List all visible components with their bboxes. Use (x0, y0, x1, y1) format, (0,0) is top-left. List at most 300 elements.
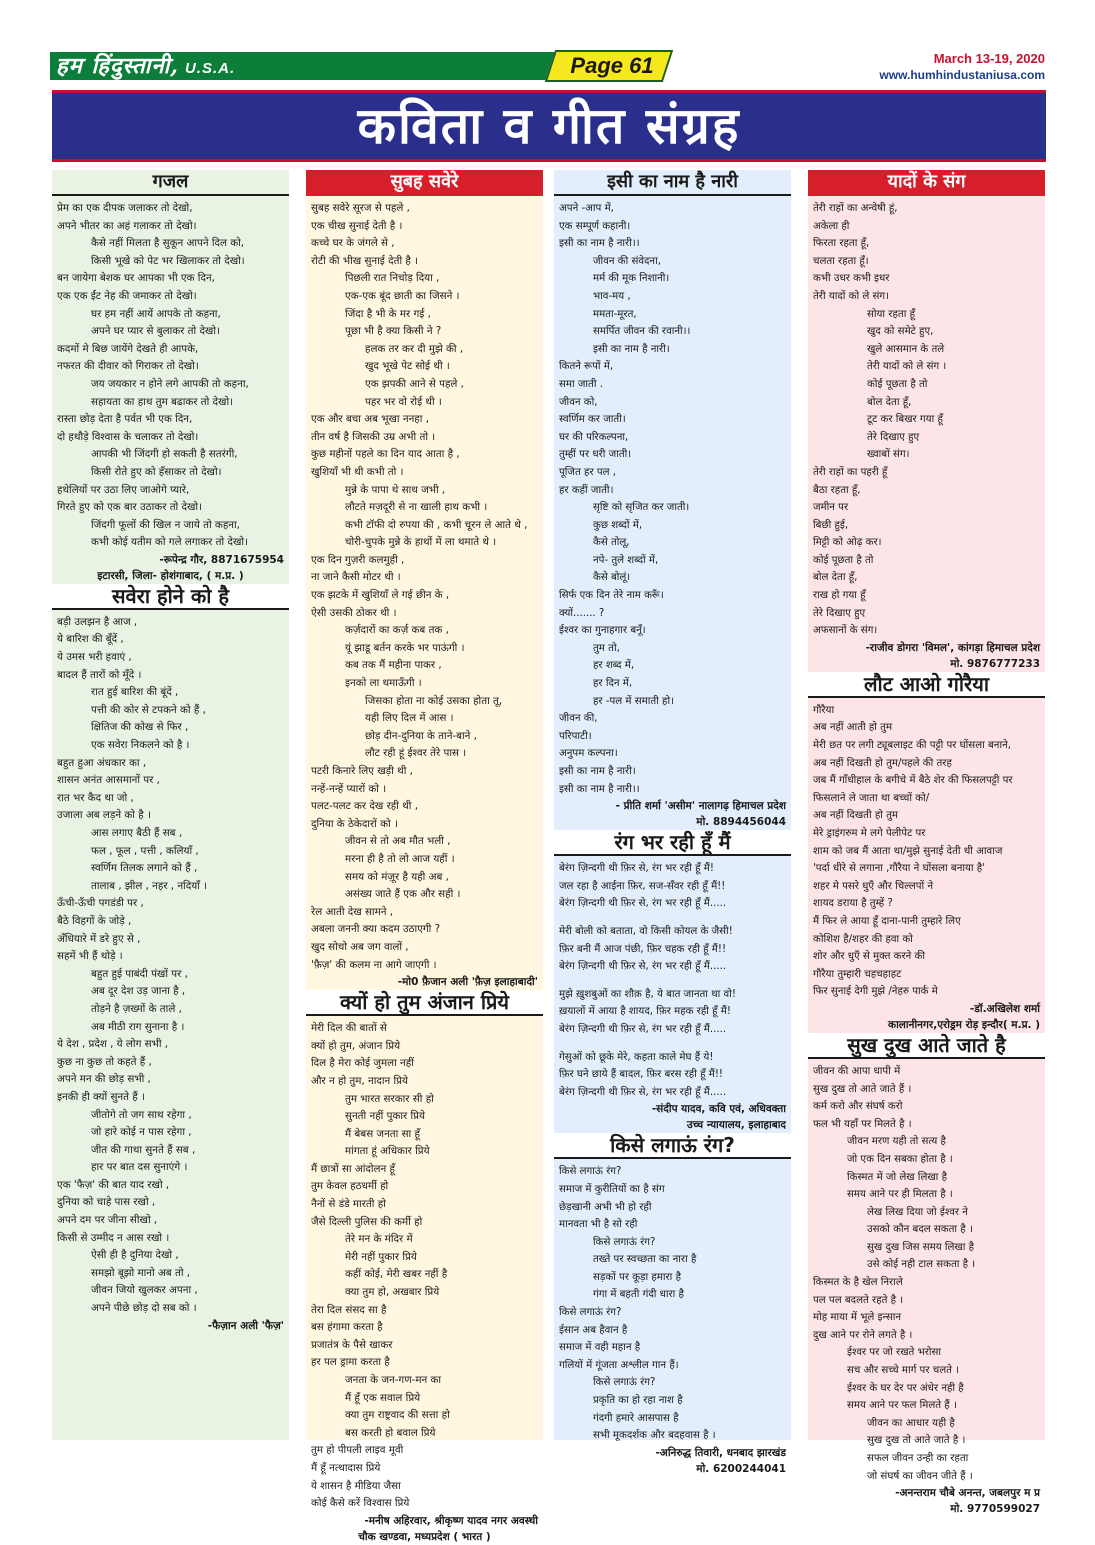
poem-line: जीवन का आधार यही है (867, 1417, 955, 1429)
poem-line: बोल देता हूँ, (813, 572, 858, 584)
poem-line: सुख दुख जिस समय लिखा है (867, 1241, 975, 1253)
poem-line: समाज में वही महान है (559, 1342, 641, 1354)
poem-line: दिल है मेरा कोई जुमला नहीं (311, 1057, 414, 1070)
poem-line: अब नहीं दिखती हो तुम (813, 810, 899, 822)
poem-line: समय आने पर ही मिलता है । (847, 1189, 953, 1201)
poem-phone: मो. 8894456044 (696, 816, 786, 829)
poem-line: आस लगाए बैठी हैं सब , (91, 827, 183, 839)
poem-line: और न हो तुम, नादान प्रिये (311, 1074, 408, 1087)
poem-author: -मनीष अहिरवार, श्रीकृष्ण यादव नगर अवस्थी (364, 1514, 538, 1527)
poem-line: गौरैया (813, 704, 835, 716)
poem-line: शायद डराया है तुम्हें ? (813, 898, 893, 910)
poem-line: समा जाती . (559, 378, 603, 390)
poem-line: जीवन से तो अब मौत भली , (345, 835, 451, 848)
poem-body (554, 200, 791, 798)
poem-line: नन्हें-नन्हें प्यारों को । (311, 782, 387, 795)
poem-title: किसे लगाऊं रंग? (554, 1133, 791, 1159)
poem-line: रेल आती देख सामने , (311, 905, 394, 918)
poem-line: लौटते मज़दूरी से ना खाली हाथ कभी । (345, 501, 488, 514)
column-1 (52, 170, 289, 1440)
poem-line: दुनिया के ठेकेदारों को । (311, 817, 398, 830)
column-4 (808, 170, 1045, 1516)
poem-line: तुम्हीं पर धरी जाती। (559, 449, 632, 461)
poem-line: पत्ती की कोर से टपकने को हैं , (91, 703, 206, 716)
poem-line: ईश्वर पर जो रखते भरोसा (847, 1347, 942, 1359)
poem-line: जो संघर्ष का जीवन जीते हैं । (867, 1470, 973, 1482)
poem-line: एक दिन गुज़री कलमुही , (311, 553, 405, 566)
poem-line: फिसलाने ले जाता था बच्चों को/ (813, 792, 930, 804)
poem-line: सहायता का हाथ तुम बढाकर तो देखो। (91, 395, 234, 408)
poem-line: उसे कोई नही टाल सकता है । (867, 1259, 976, 1271)
poem-author: -अनिरुद्ध तिवारी, धनबाद झारखंड (655, 1446, 786, 1459)
poem-line: गौरैया तुम्हारी चहचहाहट (813, 968, 902, 980)
poem-author: -संदीप यादव, कवि एवं, अधिवक्ता (651, 1103, 786, 1116)
poem-author: -अनन्तराम चौबे अनन्त, जबलपुर म प्र (895, 1487, 1040, 1500)
poem-author: -रूपेन्द्र गौर, 8871675954 (159, 553, 284, 566)
poem-line: नपे- तुले शब्दों में, (593, 554, 659, 566)
poem-line: पटरी किनारे लिए खड़ी थी , (311, 765, 413, 777)
masthead (50, 46, 1045, 86)
poem-line: फ़िर बनी मैं आज पंछी, फ़िर चहक रही हूँ मैं!! (559, 943, 727, 955)
poem-line: समाज में कुरीतियों का है संग (559, 1183, 665, 1195)
poem-line: जीवन मरण यही तो सत्य है (847, 1136, 946, 1148)
poem-line: मेरी दिल की बातों से (311, 1022, 387, 1035)
poem-line (559, 1039, 786, 1049)
poem-line: 'पर्दा धीरे से लगाना ,गौरैया ने घोंसला बनाया है' (813, 863, 986, 875)
poem-line: मानवता भी है सो रही (559, 1219, 638, 1231)
poem-line: इसी का नाम है नारी।। (559, 238, 640, 250)
poem-line: अबला जननी क्या कदम उठाएगी ? (311, 923, 441, 936)
poem-line: बिछी हुई, (813, 519, 849, 531)
poem-body (52, 614, 289, 1318)
poem-line: कोई पूछता है तो (813, 554, 874, 566)
poem-line: शाम को जब मैं आता था/मुझे सुनाई देती थी आवाज (813, 845, 1003, 857)
poem-line: क्या तुम हो, अखबार प्रिये (345, 1286, 440, 1299)
poem-line: अँधियारे में डरे हुए से , (57, 932, 141, 945)
page-number: Page 61 (570, 53, 654, 78)
poem-line: कुछ शब्दों में, (593, 519, 643, 531)
poem-line: अपने घर प्यार से बुलाकर तो देखो। (91, 325, 220, 338)
poem-line: किसे लगाऊं रंग? (593, 1236, 656, 1248)
issue-date: March 13-19, 2020 (933, 51, 1045, 66)
poem-line: गंदगी हमारे आसपास है (593, 1412, 679, 1424)
poem-line: बड़ी उलझन है आज , (57, 615, 138, 628)
poem-line: जमीन पर (813, 502, 849, 514)
poem-body (306, 1020, 543, 1513)
poem-place: चौक खण्डवा, मध्यप्रदेश ( भारत ) (358, 1530, 491, 1543)
poem-line: लौट रही हूं ईश्वर तेरे पास । (365, 747, 467, 760)
poem-line: बैठे विहगों के जोड़े , (57, 914, 132, 927)
poem-line: मोह माया में भूले इन्सान (813, 1312, 901, 1324)
poem-line: किस्मत में जो लेख लिखा है (847, 1171, 947, 1183)
poem-line: ये शासन है मीडिया जैसा (311, 1479, 401, 1492)
poem-line: मर्म की मूक निशानी। (593, 273, 670, 285)
poem-line: ईश्वर के घर देर पर अंधेर नही है (847, 1382, 964, 1394)
poem-line: एक-एक बूंद छाती का जिसने । (345, 289, 460, 302)
poem-line: ये बारिश की बूँदें , (57, 633, 124, 646)
poem-line: फल , फूल , पत्ती , कलियाँ , (91, 844, 199, 857)
poem-line: कुछ ना कुछ तो कहते हैं , (57, 1055, 152, 1068)
poem-line: हार पर बात दस सुनाएंगे । (91, 1161, 188, 1174)
poem-line (559, 976, 786, 986)
poem-body (554, 860, 791, 1101)
poem-line: किसे लगाऊं रंग? (559, 1166, 622, 1178)
poem-author: -डॉ.अखिलेश शर्मा (969, 1002, 1040, 1015)
poem-line: ख्वाबों संग। (867, 449, 910, 461)
poem-line: तेरा दिल संसद सा है (311, 1303, 387, 1316)
column-2 (306, 170, 543, 1543)
poem-title: क्यों हो तुम अंजान प्रिये (306, 990, 543, 1016)
poem-line: रात भर कैद था जो , (57, 791, 134, 804)
poem-line: बादल हैं तारों को मूँदे । (57, 668, 142, 681)
poem-line: कदमों मे बिछ जायेंगे देखते ही आपके, (57, 342, 199, 355)
poem-line: कभी कोई यतीम को गले लगाकर तो देखो। (91, 536, 248, 549)
poem-line: जीवन की संवेदना, (593, 255, 661, 267)
poem-line: कर्ज़दारों का कर्ज़ कब तक , (345, 624, 449, 637)
poem-line: तेरी यादों को ले संग । (867, 361, 947, 373)
poem-title: गजल (52, 170, 289, 196)
poem-line: हर शब्द में, (593, 660, 635, 672)
poem-line: क्षितिज की कोख से फिर , (91, 721, 189, 734)
poem-line: किसे लगाऊं रंग? (559, 1307, 622, 1319)
poem-line: सुख दुख तो आते जाते हैं । (813, 1083, 912, 1095)
poem-line: सिर्फ एक दिन तेरे नाम करूँ। (559, 590, 664, 602)
poem-line: फिरता रहता हूँ, (813, 238, 870, 250)
poem-line: यही लिए दिल में आस । (365, 712, 454, 725)
poem-line: एक झटके में खुशियाँ ले गई छीन के , (311, 589, 450, 602)
poem-line: तीन वर्ष है जिसकी उम्र अभी तो । (311, 430, 436, 443)
poem-line: रोटी की भीख सुनाई देती है । (311, 254, 419, 267)
poem-line: उसको कौन बदल सकता है । (867, 1224, 973, 1236)
poem-line: मेरे ड्राइंगरुम मे लगे पेलीपेट पर (813, 828, 926, 839)
poem-title: सुबह सवेरे (306, 170, 543, 196)
poem-line: कर्म करो और संघर्ष करो (813, 1101, 903, 1113)
poem-line: अब नहीं आती हो तुम (813, 722, 893, 734)
poem-line: तेरी राहों का अन्वेषी हूं, (813, 203, 898, 214)
poem-line: मुन्ने के पापा थे साथ जभी , (345, 483, 446, 496)
poem-line: ईसान अब हैवान है (559, 1324, 628, 1336)
poem-line: कितने रूपों में, (559, 361, 614, 373)
poem-line: ख़यालों में आया है शायद, फ़िर महक रही हूँ मैं! (559, 1006, 731, 1018)
poem-line: बेरंग ज़िन्दगी थी फ़िर से, रंग भर रही हूँ मैं..... (559, 898, 727, 910)
poem-line: 'फ़ैज़' की कलम ना आगे जाएगी । (311, 958, 437, 971)
poem-line: टूट कर बिखर गया हूँ (867, 414, 943, 426)
poem-line: रात हुई बारिश की बूंदें , (91, 686, 179, 699)
poem-line: पहर भर वो रोई थी । (365, 395, 442, 408)
poem-line: दुनिया को चाहे पास रखो , (57, 1196, 156, 1209)
poem-line: अनुपम कल्पना। (559, 748, 618, 760)
poem-author: -फैज़ान अली 'फैज़' (207, 1319, 284, 1332)
poem-line: पलट-पलट कर देख रही थी , (311, 800, 418, 813)
poem-line: ऊँची-ऊँची पगडंडी पर , (57, 897, 144, 910)
poem-line: पूजित हर पल , (559, 466, 617, 478)
poem-line: चोरी-चुपके मुन्ने के हाथों में ला थमाते थे । (345, 536, 497, 549)
poem-line: जीवन की आपा धापी में (813, 1065, 901, 1077)
poem-line: कहीं कोई, मेरी खबर नहीं है (345, 1268, 448, 1281)
poem-line: नैनों से डंडे मारती हो (311, 1198, 386, 1211)
poem-line: ना जाने कैसी मोटर थी । (311, 571, 401, 584)
poem-line: अपने भीतर का अहं गलाकर तो देखो। (57, 219, 197, 232)
poem-line: सफल जीवन उन्ही का रहता (867, 1453, 969, 1464)
poem-line: तालाब , झील , नहर , नदियाँ । (91, 879, 208, 892)
poem-line: आपकी भी जिंदगी हो सकती है सतरंगी, (91, 448, 238, 461)
poem-body (52, 200, 289, 552)
poem-line: जो हारे कोई न पास रहेगा , (91, 1126, 192, 1139)
poem-line: दो हथौड़े विश्वास के चलाकर तो देखो। (57, 430, 199, 443)
poem-line: समर्पित जीवन की रवानी।। (593, 326, 691, 338)
poem-line: ये देश , प्रदेश , ये लोग सभी , (57, 1038, 169, 1051)
poem-line: सृष्टि को सृजित कर जाती। (593, 502, 690, 514)
poem-line: घर की परिकल्पना, (559, 431, 629, 443)
poem-line: तेरी राहों का पहरी हूँ (813, 466, 888, 478)
brand-title: हम हिंदुस्तानी, (56, 53, 179, 79)
poem-line: एक चीख सुनाई देती है । (311, 219, 403, 232)
poem-line: उजाला अब लड़ने को है । (57, 809, 151, 822)
poem-line: दुख आने पर रोने लगते है । (813, 1329, 913, 1341)
poem-line: सहमें भी हैं थोड़े । (57, 950, 123, 963)
poem-line: सभी मूकदर्शक और बदहवास है । (593, 1430, 716, 1442)
poem-line: जिंदा है भी के मर गई , (345, 307, 431, 320)
poem-line: बहुत हुआ अंधकार का , (57, 756, 147, 769)
poem-line: प्रेम का एक दीपक जलाकर तो देखो, (57, 202, 193, 214)
column-3 (554, 170, 791, 1475)
poem-line: घर हम नहीं आयें आपके तो कहना, (91, 307, 221, 320)
poem-line: ममता-मूरत, (593, 308, 637, 320)
poem-line: अब दूर देश उड़ जाना है , (91, 985, 186, 998)
poem-line: ईश्वर का गुनाहगार बनूँ। (559, 625, 646, 637)
poem-line: परिपाटी। (559, 730, 592, 742)
poem-line: अफसानों के संग। (813, 625, 878, 637)
poem-author: -मो0 फ़ैजान अली 'फ़ैज़ इलाहाबादी' (397, 976, 538, 989)
poem-place: उच्च न्यायालय, इलाहाबाद (686, 1119, 786, 1132)
poem-line: छोड़ दीन-दुनिया के ताने-बाने , (365, 729, 477, 742)
poem-line: चलता रहता हूँ। (813, 255, 869, 267)
poem-line: मैं छात्रों सा आंदोलन हूँ (311, 1162, 395, 1175)
poem-line: समय को मंज़ूर है यही अब , (345, 870, 449, 883)
poem-body (808, 200, 1045, 640)
poem-line: एक एक ईंट नेह की जमाकर तो देखो। (57, 289, 197, 302)
poem-line: कोशिश है/शहर की हवा को (813, 933, 913, 945)
poem-line: इनकी ही क्यों सुनते हैं । (57, 1090, 145, 1103)
poem-line: मांगता हूं अधिकार प्रिये (345, 1145, 430, 1158)
poem-line: लेख लिख दिया जो ईश्वर ने (867, 1206, 968, 1218)
poem-line: असंख्य जाते हैं एक और सही । (345, 888, 461, 901)
poem-line: सुबह सवेरे सूरज से पहले , (311, 202, 410, 214)
poem-line: अपने दम पर जीना सीखो , (57, 1214, 158, 1227)
poem-title: सुख दुख आते जाते है (808, 1033, 1045, 1059)
poem-line: रास्ता छोड़ देता है पर्वत भी एक दिन, (57, 413, 193, 426)
poem-line: मुझे ख़ुशबुओं का शौक़ है, ये बात जानता था वो! (559, 988, 736, 1000)
poem-line: किसी से उम्मीद न आस रखो । (57, 1231, 170, 1244)
poem-line: तेरे दिखाए हुए (813, 607, 866, 619)
poem-line: राख हो गया हूँ (813, 590, 866, 602)
poem-line: यूं झाडू बर्तन करके भर पाऊंगी । (345, 641, 465, 654)
poem-phone: मो. 6200244041 (696, 1462, 786, 1475)
poem-line: सुख दुख तो आते जाते है । (867, 1435, 966, 1447)
poem-place: इटारसी, जिला- होशंगाबाद, ( म.प्र. ) (97, 569, 244, 582)
poem-line: कच्चे घर के जंगले से , (311, 237, 395, 250)
poem-line: शासन अनंत आसमानों पर , (57, 774, 160, 787)
poem-line: एक झपकी आने से पहले , (365, 377, 464, 390)
poem-line: कभी टॉफी दो रुपया की , कभी चूरन ले आते थे , (345, 518, 528, 531)
poem-body (306, 200, 543, 974)
poem-line: जिंदगी फूलों की खिल न जाये तो कहना, (91, 518, 240, 531)
poem-line: सच और सच्चे मार्ग पर चलते । (847, 1365, 960, 1377)
poem-line: गंगा में बहती गंदी धारा है (593, 1289, 684, 1301)
poem-line: शहर मे पसरे धुएँ और चिल्लपों ने (813, 880, 934, 892)
poem-line: इसी का नाम है नारी।। (559, 783, 640, 795)
poem-title: इसी का नाम है नारी (554, 170, 791, 196)
poem-line: हर दिन में, (593, 678, 633, 690)
poem-line: एक सवेरा निकलने को है । (91, 739, 190, 752)
poem-line: तुम तो, (593, 642, 620, 654)
poem-line: हलक तर कर दी मुझे की , (365, 342, 464, 355)
poem-line: कैसे नहीं मिलता है सुकून आपने दिल को, (91, 237, 245, 250)
poem-line: फल भी यहाँ पर मिलते है । (813, 1118, 912, 1130)
poem-line: अब नहीं दिखती हो तुम/पहले की तरह (813, 757, 952, 769)
poem-line: ऐसी उसकी ठोकर थी । (311, 606, 397, 619)
poem-line: मिट्टी को ओढ़ कर। (813, 537, 882, 549)
poem-line: अब मीठी राग सुनाना है । (91, 1020, 185, 1033)
poem-line: बन जायेगा बेशक घर आपका भी एक दिन, (57, 272, 215, 285)
poem-line: जीत की गाथा सुनते हैं सब , (91, 1143, 196, 1156)
poem-line: हर कहीं जाती। (559, 484, 614, 496)
poem-line: ऐसी ही है दुनिया देखो , (91, 1249, 179, 1262)
poem-line: हर -पल में समाती हो। (593, 695, 674, 707)
poem-line: स्वर्णिम तिलक लगाने को हैं , (91, 862, 198, 875)
poem-line: तुम भारत सरकार सी हो (345, 1092, 434, 1105)
poem-line: किस्मत के है खेल निराले (813, 1277, 903, 1289)
poem-line: कभी उधर कभी इधर (813, 273, 890, 285)
poem-author: -राजीव डोगरा 'विमल', कांगड़ा हिमाचल प्रदेश (865, 641, 1040, 654)
poem-line: खुद भूखे पेट सोई थी । (365, 360, 450, 373)
poem-line: जय जयकार न होने लगे आपकी तो कहना, (91, 377, 249, 390)
poem-title: लौट आओ गोरैया (808, 672, 1045, 698)
poem-line: तेरे मन के मंदिर में (345, 1233, 413, 1246)
poem-line: जल रहा है आईना फ़िर, सज-सँवर रही हूँ मैं!! (559, 880, 726, 892)
poem-line: जनता के जन-गण-मन का (345, 1374, 442, 1386)
section-title-band (52, 90, 1046, 162)
poem-line: खुशियाँ भी थी कभी तो । (311, 465, 404, 478)
poem-line: बैठा रहता हूँ, (813, 484, 861, 496)
poem-line: मैं हूँ नत्थादास प्रिये (311, 1461, 381, 1474)
poem-line: बेरंग ज़िन्दगी थी फ़िर से, रंग भर रही हूँ मैं..... (559, 1023, 727, 1035)
poem-line: एक सम्पूर्ण कहानी। (559, 220, 631, 232)
poem-line: जीवन की, (559, 713, 598, 725)
poem-title: सवेरा होने को है (52, 584, 289, 610)
poem-line: बहुत हुई पाबंदी पंखों पर , (91, 967, 188, 980)
poem-line: जो एक दिन सबका होता है । (847, 1153, 953, 1165)
poem-line: तोड़ने है ज़ख्मों के ताले , (91, 1002, 182, 1015)
poem-line: खुद सोचो अब जग वालों , (311, 940, 409, 953)
poem-line: कुछ महीनों पहले का दिन याद आता है , (311, 448, 460, 461)
poem-line: शोर और धुएँ से मुक्त करने की (813, 951, 926, 963)
poem-line: गलियों में गूंजता अश्लील गान हैं। (559, 1359, 679, 1371)
poem-line: हथेलियों पर उठा लिए जाओगे प्यारे, (57, 483, 190, 496)
brand-suffix: U.S.A. (184, 60, 236, 77)
poem-line: एक और बचा अब भूखा ननहा , (311, 413, 429, 426)
poem-line: मैं बेबस जनता सा हूँ (345, 1127, 420, 1140)
poem-line: कोई पूछता है तो (867, 378, 928, 390)
poem-line: तुम हो पीपली लाइव मूवी (311, 1444, 404, 1457)
poem-line: किसी रोते हुए को हँसाकर तो देखो। (91, 465, 222, 478)
poem-line: मैं फिर ले आया हूँ दाना-पानी तुम्हारे लिए (813, 915, 961, 927)
poem-line: मेरी नहीं पुकार प्रिये (345, 1250, 417, 1263)
poem-line: एक 'फैज़' की बात याद रखो , (57, 1178, 170, 1191)
poem-line: मेरी बोली को बताता, वो किसी कोयल के जैसी! (559, 925, 733, 937)
poem-line: बोल देता हूँ, (867, 396, 912, 408)
poem-body (808, 702, 1045, 1001)
poem-line: क्या तुम राष्ट्रवाद की सत्ता हो (345, 1409, 450, 1422)
poem-line: कब तक मैं महीना पाकर , (345, 659, 442, 672)
poem-line: स्वर्णिम कर जाती। (559, 414, 626, 426)
poem-line: इनको ला थमाऊँगी । (345, 677, 422, 690)
poem-line: जैसे दिल्ली पुलिस की कर्मी हो (311, 1215, 423, 1228)
poem-line: इसी का नाम है नारी। (559, 766, 636, 777)
poem-line: हर पल ड्रामा करता है (311, 1356, 390, 1369)
poem-line: तख्ते पर स्वच्छता का नारा है (593, 1254, 697, 1266)
poem-line: जीतोगे तो जग साथ रहेगा , (91, 1108, 192, 1121)
poem-line: बस करती हो बवाल प्रिये (345, 1426, 436, 1439)
poem-line: मेरी छत पर लगी ट्यूबलाइट की पट्टी पर घोंसला बनाने, (813, 740, 1011, 752)
poem-line: कैसे बोलूं। (593, 572, 631, 584)
poem-line: अपने -आप में, (559, 203, 614, 214)
poem-line: सोया रहता हूँ (867, 308, 915, 320)
website-link[interactable]: www.humhindustaniusa.com (879, 68, 1045, 82)
poem-line: जिसका होता ना कोई उसका होता तू, (365, 694, 503, 707)
poem-line: कोई कैसे करें विश्वास प्रिये (311, 1497, 410, 1510)
poem-line: गेसुओं को छूके मेरे, कहता काले मेघ हैं ये! (559, 1051, 714, 1063)
poem-line: बेरंग ज़िन्दगी थी फ़िर से, रंग भर रही हूँ मैं..... (559, 961, 727, 973)
poem-phone: मो. 9770599027 (950, 1503, 1040, 1516)
poem-line: जीवन को, (559, 396, 598, 408)
poem-line: पूछा भी है क्या किसी ने ? (345, 325, 442, 338)
poem-line: पिछली रात निचोड़ दिया , (345, 272, 440, 285)
poem-line: बस हंगामा करता है (311, 1321, 383, 1334)
poem-line: मरना ही है तो लो आज यहीं । (345, 852, 455, 865)
poem-line: प्रजातंत्र के पैसे खाकर (311, 1338, 393, 1351)
poem-line: इसी का नाम है नारी। (593, 343, 670, 355)
poem-phone: मो. 9876777233 (950, 657, 1040, 670)
poem-body (554, 1163, 791, 1445)
poem-line: छेड़खानी अभी भी हो रही (559, 1201, 652, 1213)
poem-line: किसी भूखे को पेट भर खिलाकर तो देखो। (91, 254, 245, 267)
poem-line: अपने पीछे छोड़ दो सब को । (91, 1302, 197, 1315)
poem-line: तुम केवल हठधर्मी हो (311, 1180, 389, 1193)
poem-line: खुद को समेटे हुए, (867, 326, 934, 338)
poem-line: सुनती नहीं पुकार प्रिये (345, 1110, 426, 1123)
section-title: कविता व गीत संग्रह (357, 97, 741, 155)
poem-line: नफरत की दीवार को गिराकर तो देखो। (57, 360, 199, 373)
poem-line: क्यों....... ? (559, 607, 605, 619)
poem-line: गिरते हुए को एक बार उठाकर तो देखो। (57, 501, 202, 514)
poem-line: प्रकृति का हो रहा नाश है (593, 1395, 683, 1407)
poem-line: तेरी यादों को ले संग। (813, 290, 890, 302)
poem-line: जब मैं गाँधीहाल के बगीचे में बैठे शेर की फिसलपट्टी पर (813, 775, 1013, 787)
poem-line: जीवन जियो खुलकर अपना , (91, 1284, 198, 1297)
poem-line: तेरे दिखाए हुए (867, 431, 920, 443)
poem-line: समझो बूझो मानो अब तो , (91, 1266, 191, 1279)
poem-line: ये उमस भरी हवाएं , (57, 651, 132, 664)
poem-line: भाव-मय , (593, 290, 631, 302)
poem-line: खुले आसमान के तले (867, 343, 945, 355)
poem-line: किसे लगाऊं रंग? (593, 1377, 656, 1389)
poem-line: फिर सुनाई देगी मुझे /नेहरु पार्क मे (813, 986, 938, 998)
poem-line: अपने मन की छोड़ सभी , (57, 1073, 151, 1086)
poem-line: पल पल बदलते रहते है । (813, 1294, 904, 1306)
poem-body (808, 1063, 1045, 1485)
poem-author: - प्रीति शर्मा 'असीम' नालागढ़ हिमाचल प्रदेश (615, 800, 786, 813)
